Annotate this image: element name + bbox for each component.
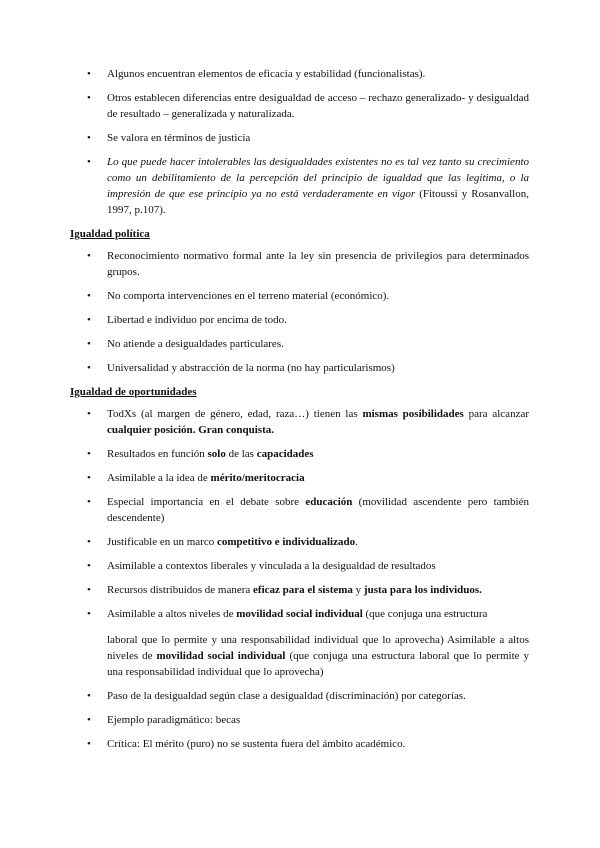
list-item: • Crítica: El mérito (puro) no se sustenta fuera del ámbito académico.: [87, 738, 406, 750]
list-item: • Asimilable a altos niveles de movilidad social individual (que conjuga una estructura laboral que lo permite y una responsabilidad individual que lo aprovecha) Asimilable a altos niveles de movilidad social individual (que conjuga una estructura laboral que lo permite y una responsabilidad individual que lo aprovecha): [87, 608, 529, 678]
list-item: • Otros establecen diferencias entre desigualdad de acceso – rechazo generalizado- y desigualdad de resultado – generalizada y naturalizada.: [87, 92, 529, 120]
list-item: • Justificable en un marco competitivo e individualizado.: [87, 536, 358, 548]
list-item: • Resultados en función solo de las capacidades: [87, 448, 314, 460]
list-item: • Asimilable a la idea de mérito/meritocracia: [87, 472, 305, 484]
list-item: • Paso de la desigualdad según clase a desigualdad (discriminación) por categorías.: [87, 690, 466, 702]
list-item: • No comporta intervenciones en el terreno material (económico).: [87, 290, 390, 302]
quote-item: • Lo que puede hacer intolerables las desigualdades existentes no es tal vez tanto su crecimiento como un debilitamiento de la percepción del principio de igualdad que las legitima, o la impresión de que ese principio ya no está verdaderamente en vigor (Fitoussi y Rosanvallon, 1997, p.107).: [87, 156, 529, 216]
document-body: [70, 66, 529, 760]
list-item: • Recursos distribuidos de manera eficaz para el sistema y justa para los individuos.: [87, 584, 482, 596]
heading-igualdad-politica: Igualdad política: [70, 228, 150, 240]
list-item: • Asimilable a contextos liberales y vinculada a la desigualdad de resultados: [87, 560, 436, 572]
section2-list: [70, 248, 529, 376]
list-item: • Se valora en términos de justicia: [87, 132, 251, 144]
list-item: • Ejemplo paradigmático: becas: [87, 714, 241, 726]
list-item: • Reconocimiento normativo formal ante la ley sin presencia de privilegios para determinados grupos.: [87, 250, 529, 278]
heading-igualdad-oportunidades: Igualdad de oportunidades: [70, 386, 197, 398]
list-item: • Algunos encuentran elementos de eficacia y estabilidad (funcionalistas).: [87, 68, 426, 80]
list-item: • Especial importancia en el debate sobre educación (movilidad ascendente pero también descendente): [87, 496, 530, 524]
quote-text: Lo que puede hacer intolerables las desigualdades existentes no es tal vez tanto su crecimiento como un debilitamiento de la percepción del principio de igualdad que las legitima, o la impresión de que ese principio ya no está verdaderamente en vigor: [107, 156, 529, 200]
list-item: • Libertad e individuo por encima de todo.: [87, 314, 287, 326]
list-item: • Universalidad y abstracción de la norma (no hay particularismos): [87, 362, 395, 374]
list-item: • No atiende a desigualdades particulares.: [87, 338, 284, 350]
section1-list: [70, 66, 529, 218]
section3-list: [70, 406, 529, 752]
citation: (Fitoussi y Rosanvallon, 1997, p.107).: [107, 188, 529, 216]
list-item: • TodXs (al margen de género, edad, raza…) tienen las mismas posibilidades para alcanzar cualquier posición. Gran conquista.: [87, 408, 529, 436]
